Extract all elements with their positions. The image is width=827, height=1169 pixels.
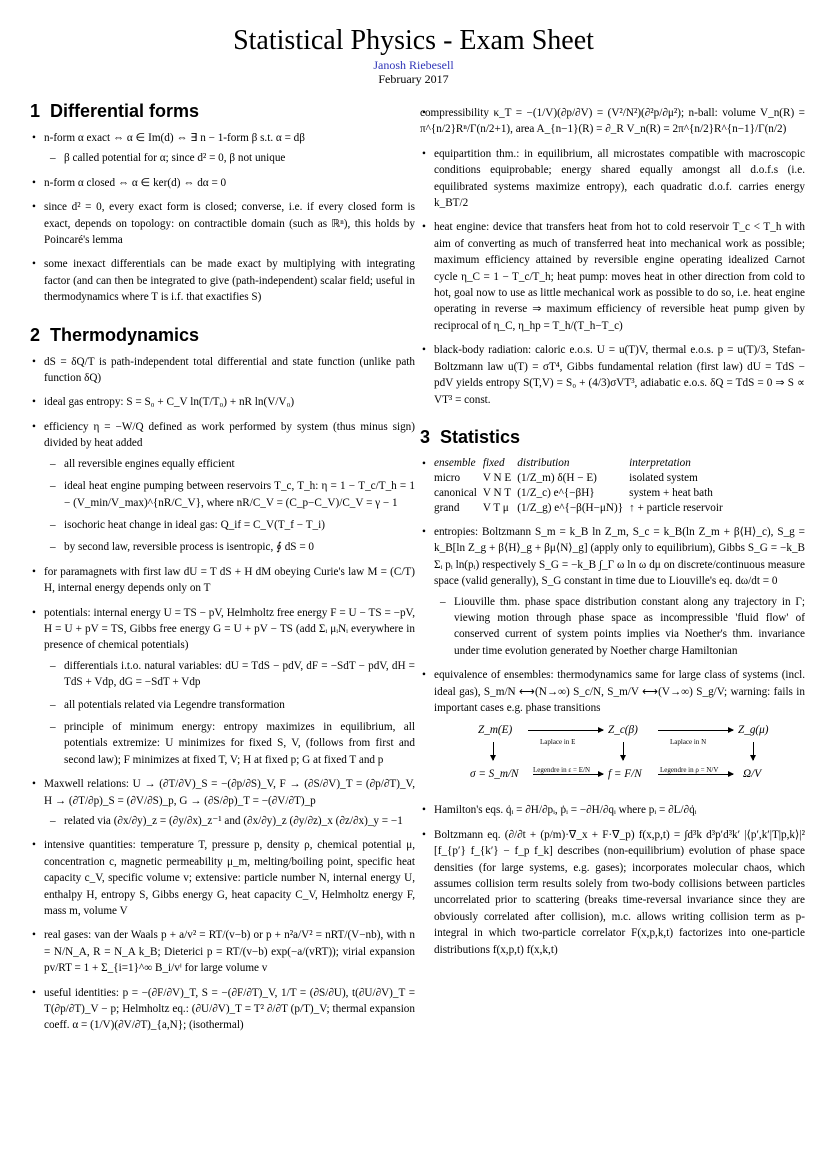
- section-heading-thermodynamics: [30, 324, 415, 346]
- table-row: [434, 486, 729, 501]
- sub-item: – isochoric heat change in ideal gas: Q_if = C_V(T_f − T_i): [44, 517, 415, 533]
- list-item: • Boltzmann eq. (∂/∂t + (p/m)·∇_x + F·∇_p) f(x,p,t) = ∫d³k d³p′d³k′ |⟨p′,k′|T|p,k⟩|² [f_{p′} f_{k′} − f_p f_k] describes (non-equilibrium) evolution of phase space densities (for large systems, e.g. gases); incorporates molecular chaos, which assumes collision term results solely from two-body collisions between particles uncorrelated prior to scattering (breaks time-reversal invariance since they are obviously correlated after collision), m.c. allows writing collision term as p-integral in which two-particle correlator F(x,p,k,t) factorizes into one-particle distributions f(x,p,t) f(x,k,t): [420, 827, 805, 958]
- list-item: • real gases: van der Waals p + a/v² = RT/(v−b) or p + n²a/V² = nRT/(V−nb), with n = N/N_A, R = N_A k_B; Dieterici p = RT/(v−b) exp(−a/(vRT)); virial expansion pv/RT = 1 + Σ_{i=1}^∞ B_i/vⁱ for large volume v: [30, 927, 415, 976]
- list-item: [30, 776, 415, 829]
- table-header-cell: fixed: [482, 456, 505, 469]
- list-item: [420, 524, 805, 659]
- sub-list: [44, 813, 415, 829]
- arrow-label: Legendre in ρ = N/V: [660, 766, 719, 775]
- list-item: • useful identities: p = −(∂F/∂V)_T, S = −(∂F/∂T)_V, 1/T = (∂S/∂U), t(∂U/∂V)_T = T(∂p/∂T)_V − p; Helmholtz eq.: (∂U/∂V)_T = T² ∂/∂T (p/T)_V; thermal expansion coeff. α = (1/V)(∂V/∂T)_{a,N}; (isothermal): [30, 985, 415, 1034]
- sub-item: – by second law, reversible process is isentropic, ∮ dS = 0: [44, 539, 415, 555]
- table-cell: (1/Z_c) e^{−βH}: [517, 486, 595, 499]
- document-date: February 2017: [378, 72, 449, 86]
- item-text: potentials: internal energy U = TS − pV, Helmholtz free energy F = U − TS = −pV, H = U + pV = TS, Gibbs free energy G = U + pV − TS (add Σᵢ μᵢNᵢ everywhere in presence of chemical potentials): [44, 606, 415, 652]
- list-item: • equipartition thm.: in equilibrium, all microstates compatible with macroscopic conditions equiprobable; energy shared equally amongst all d.o.f.s (i.e. equilibrated systems maximize entropy), each quadratic d.o.f. carries energy k_BT/2: [420, 146, 805, 212]
- list-item: • ideal gas entropy: S = S₀ + C_V ln(T/T₀) + nR ln(V/V₀): [30, 394, 415, 410]
- table-cell: V T μ: [482, 501, 509, 514]
- section-number: 2: [30, 324, 41, 345]
- section-heading-statistics: [420, 426, 805, 448]
- statistics-list: [420, 456, 805, 958]
- left-column: [30, 100, 415, 1042]
- differential-forms-list: [30, 130, 415, 306]
- table-header-cell: interpretation: [629, 456, 691, 469]
- sub-list: [434, 594, 805, 660]
- ensemble-transform-diagram: [448, 722, 805, 794]
- arrow-right: [528, 730, 603, 731]
- list-item: • compressibility κ_T = −(1/V)(∂p/∂V) = (V²/N²)(∂²p/∂μ²); n-ball: volume V_n(R) = π^{n/2}Rⁿ/Γ(n/2+1), area A_{n−1}(R) = ∂_R V_n(R) = 2π^{n/2}R^{n−1}/Γ(n/2): [420, 105, 805, 138]
- diagram-node-zc: Z_c(β): [608, 724, 638, 737]
- sub-item: – all potentials related via Legendre transformation: [44, 697, 415, 713]
- arrow-label: Laplace in E: [540, 738, 576, 747]
- sub-list: [44, 456, 415, 556]
- table-cell: V N T: [482, 486, 512, 499]
- list-item: • some inexact differentials can be made exact by multiplying with integrating factor (and can then be integrated to give (path-independent) scalar field; useful in thermodynamics where T is i.f. that exactifies S): [30, 256, 415, 305]
- list-item: • for paramagnets with first law dU = T dS + H dM obeying Curie's law M = (C/T) H, internal energy depends only on T: [30, 564, 415, 597]
- arrow-down: [493, 742, 494, 760]
- list-item: [30, 605, 415, 769]
- table-cell: V N E: [482, 471, 512, 484]
- item-text: Maxwell relations: U → (∂T/∂V)_S = −(∂p/∂S)_V, F → (∂S/∂V)_T = (∂p/∂T)_V, H → (∂T/∂p)_S = (∂V/∂S)_p, G → (∂S/∂p)_T = −(∂V/∂T)_p: [44, 778, 415, 807]
- sub-list: [44, 658, 415, 768]
- table-cell: canonical: [434, 486, 477, 499]
- table-cell: system + heat bath: [629, 486, 713, 499]
- table-header-cell: • ensemble: [434, 456, 476, 469]
- sub-item: – related via (∂x/∂y)_z = (∂y/∂x)_z⁻¹ and (∂x/∂y)_z (∂y/∂z)_x (∂z/∂x)_y = −1: [44, 813, 415, 829]
- item-text: equivalence of ensembles: thermodynamics same for large class of systems (incl. ideal gas), S_m/N ⟷(N→∞) S_c/N, S_m/V ⟷(V→∞) S_g/V; warning: fails in important cases e.g. phase transitions: [434, 669, 805, 714]
- table-cell: micro: [434, 471, 461, 484]
- thermodynamics-list: [30, 354, 415, 1034]
- list-item: [30, 419, 415, 556]
- sub-item: – differentials i.t.o. natural variables: dU = TdS − pdV, dF = −SdT − pdV, dH = TdS + Vdp, dG = −SdT + Vdp: [44, 658, 415, 691]
- list-item: • n-form α closed ⇔ α ∈ ker(d) ⇔ dα = 0: [30, 175, 415, 191]
- ensemble-table: [434, 456, 729, 516]
- section-heading-differential-forms: [30, 100, 415, 122]
- diagram-node-omega: Ω/V: [743, 768, 762, 781]
- page-title: Statistical Physics - Exam Sheet: [233, 25, 594, 56]
- table-cell: ↑ + particle reservoir: [629, 501, 723, 514]
- list-item: • Hamilton's eqs. q̇ᵢ = ∂H/∂pᵢ, ṗᵢ = −∂H/∂qᵢ where pᵢ = ∂L/∂q̇ᵢ: [420, 802, 805, 818]
- sub-item: – β called potential for α; since d² = 0, β not unique: [44, 150, 415, 166]
- list-item: • black-body radiation: caloric e.o.s. U = u(T)V, thermal e.o.s. p = u(T)/3, Stefan-Boltzmann law u(T) = σT⁴, Gibbs fundamental relation (first law) dU = TdS − pdV yields entropy S(T,V) = S₀ + (4/3)σVT³, adiabatic e.o.s. δQ = TdS = 0 ⇒ S ∝ VT³ = const.: [420, 342, 805, 408]
- author-name: Janosh Riebesell: [373, 58, 454, 72]
- table-row: [434, 501, 729, 516]
- page-header: [0, 24, 827, 86]
- arrow-down: [623, 742, 624, 760]
- list-item: • since d² = 0, every exact form is closed; converse, i.e. if every closed form is exact, depends on topology: on contractible domain (such as ℝⁿ), this holds by Poincaré's lemma: [30, 199, 415, 248]
- sub-item: – ideal heat engine pumping between reservoirs T_c, T_h: η = 1 − T_c/T_h = 1 − (V_min/V_max)^{nR/C_V}, where nR/C_V = (C_p−C_V)/C_V = γ − 1: [44, 478, 415, 511]
- item-text: entropies: Boltzmann S_m = k_B ln Z_m, S_c = k_B(ln Z_m + β⟨H⟩_c), S_g = k_B[ln Z_g + β⟨H⟩_g + βμ⟨N⟩_g] (apply only to equilibrium), Gibbs S_G = −k_B Σᵢ pᵢ ln(pᵢ) respectively S_G = −k_B ∫_Γ ω ln ω dμ on discrete/continuous measure space (valid generally), S_G constant in time due to Liouville's eq. dω/dt = 0: [434, 525, 805, 588]
- right-column: [420, 105, 805, 966]
- arrow-label: Laplace in N: [670, 738, 707, 747]
- table-header-cell: distribution: [517, 456, 570, 469]
- arrow-right: [658, 730, 733, 731]
- sub-item: – Liouville thm. phase space distribution constant along any trajectory in Γ; viewing motion through phase space as incompressible 'fluid flow' of conserved current of system points implies via Noether's thm. invariance under time evolution generated by Noether charge Hamiltonian: [434, 594, 805, 660]
- arrow-label: Legendre in ε = E/N: [533, 766, 591, 775]
- diagram-node-sigma: σ = S_m/N: [470, 768, 519, 781]
- section-title: Statistics: [440, 426, 521, 447]
- section-number: 3: [420, 426, 431, 447]
- list-item: • intensive quantities: temperature T, pressure p, density ρ, chemical potential μ, concentration c, magnetic permeability μ_m, melting/boiling point, specific heat capacity c_V, specific volume v; extensive: particle number N, internal energy U, enthalpy H, entropy S, Gibbs energy G, heat capacity C_V, Helmholtz energy F, mass m, volume V: [30, 837, 415, 919]
- section-title: Differential forms: [50, 101, 200, 121]
- diagram-node-zm: Z_m(E): [478, 724, 513, 737]
- section-number: 1: [30, 101, 41, 121]
- arrow-down: [753, 742, 754, 760]
- section-title: Thermodynamics: [50, 324, 200, 345]
- table-cell: grand: [434, 501, 460, 514]
- list-item: [420, 667, 805, 794]
- table-cell: (1/Z_m) δ(H − E): [517, 471, 597, 484]
- table-cell: isolated system: [629, 471, 698, 484]
- diagram-node-zg: Z_g(μ): [738, 724, 769, 737]
- diagram-node-f: f = F/N: [608, 768, 642, 781]
- list-item: • dS = δQ/T is path-independent total differential and state function (unlike path function δQ): [30, 354, 415, 387]
- list-item: • heat engine: device that transfers heat from hot to cold reservoir T_c < T_h with aim of converting as much of transferred heat into mechanical work as possible; maximum efficiency attained by reversible engine operating idealized Carnot cycle η_C = 1 − T_c/T_h; heat pump: moves heat in other direction from cold to hot, goal now to use as little mechanical work as possible to do so, i.e. heat engine operating in reverse ⇒ maximum efficiency of reversible heat pump given by reciprocal of η_C, η_hp = T_h/(T_h−T_c): [420, 219, 805, 334]
- list-item: [30, 130, 415, 167]
- table-row: [434, 471, 729, 486]
- table-cell: (1/Z_g) e^{−β(H−μN)}: [517, 501, 624, 514]
- thermodynamics-continued-list: [420, 105, 805, 408]
- sub-item: – all reversible engines equally efficient: [44, 456, 415, 472]
- item-text: n-form α exact ⇔ α ∈ Im(d) ⇔ ∃ n − 1-form β s.t. α = dβ: [44, 132, 305, 144]
- sub-item: – principle of minimum energy: entropy maximizes in equilibrium, all potentials extremize: U minimizes for fixed S, V, (follows from first and second law); F minimizes at fixed T, V; H at fixed p; G at fixed T and p: [44, 719, 415, 768]
- item-text: efficiency η = −W/Q defined as work performed by system (thus minus sign) divided by heat added: [44, 420, 415, 450]
- sub-list: [44, 150, 415, 166]
- table-header-row: [434, 456, 729, 471]
- list-item: [420, 456, 805, 516]
